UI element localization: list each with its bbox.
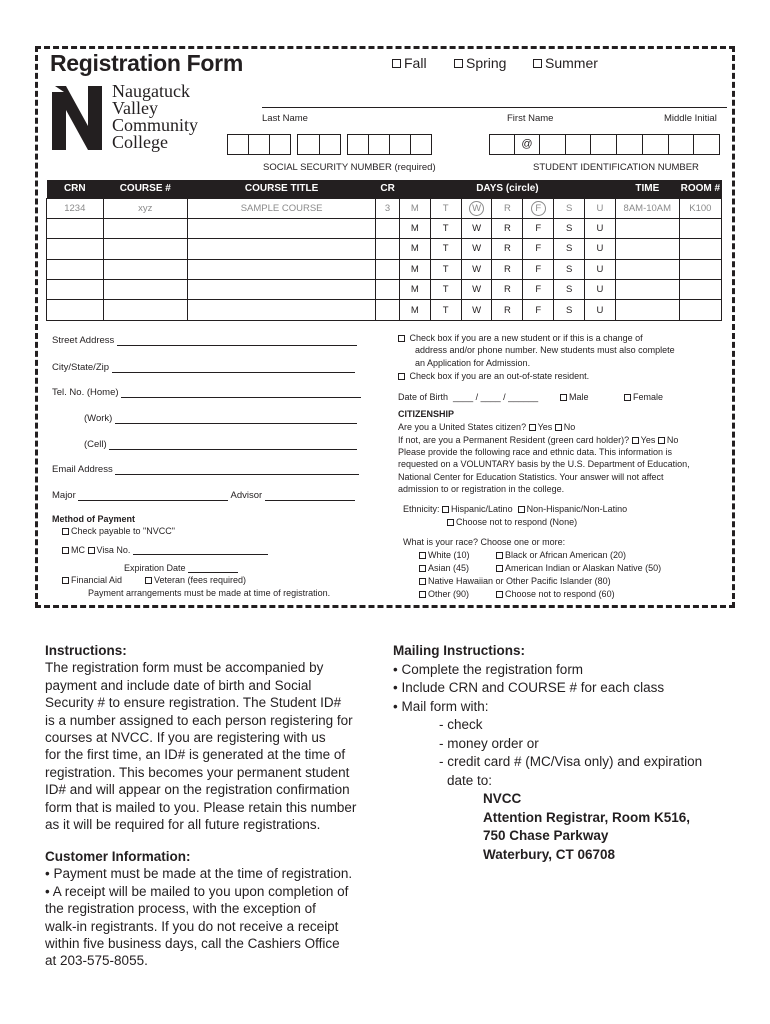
instructions-section: Instructions: The registration form must be accompanied by payment and include date of birth and Social Security # to ensure registration. The Student ID# is a number assigned to each person registering for courses at NVCC. If you are registering with us for the first time, an ID# is generated at the time of registration. This becomes your permanent student ID# and will appear on the registration confirmation form that is mailed to you. Please retain this number as it will be required for all future registrations. [45, 642, 380, 833]
date-of-birth-field[interactable]: Date of Birth ____ / ____ / ______ [398, 392, 539, 402]
checkbox-icon[interactable] [392, 59, 401, 68]
name-field-line[interactable] [262, 107, 727, 108]
mailing-section: Mailing Instructions: • Complete the registration form • Include CRN and COURSE # for each class • Mail form with: - check - money order or - credit card # (MC/Visa only) and expiration date to: NVCC Attention Registrar, Room K516, 750 Chase Parkway Waterbury, CT 06708 [393, 642, 733, 864]
race-american-indian[interactable]: American Indian or Alaskan Native (50) [496, 562, 661, 574]
ssn-field-1[interactable] [227, 134, 291, 155]
first-name-label: First Name [507, 113, 554, 124]
checkbox-icon [624, 394, 631, 401]
mailing-title: Mailing Instructions: [393, 643, 526, 658]
circled-day-w: W [469, 201, 484, 216]
checkbox-icon [658, 437, 665, 444]
middle-initial-label: Middle Initial [664, 113, 717, 124]
checkbox-icon [496, 552, 503, 559]
table-row[interactable]: M T W R F S U [47, 259, 722, 279]
city-state-zip-field[interactable]: City/State/Zip [52, 362, 355, 373]
checkbox-icon [398, 335, 405, 342]
veteran-option[interactable]: Veteran (fees required) [145, 575, 246, 585]
race-white[interactable]: White (10) [419, 549, 470, 561]
race-ethnic-note: Please provide the following race and ethnic data. This information is requested on a VOLUNTARY basis by the U.S. Department of Education, National Center for Education Statistics. Your answer will not affect admission to or registration in the college. [398, 447, 690, 495]
permanent-resident-question[interactable]: If not, are you a Permanent Resident (green card holder)? Yes No [398, 435, 679, 445]
customer-info-title: Customer Information: [45, 849, 191, 864]
citizenship-title: CITIZENSHIP [398, 409, 455, 419]
course-table [46, 180, 722, 321]
circled-day-f: F [531, 201, 546, 216]
street-address-field[interactable]: Street Address [52, 335, 357, 346]
checkbox-icon [145, 577, 152, 584]
checkbox-icon [62, 547, 69, 554]
race-asian[interactable]: Asian (45) [419, 562, 469, 574]
checkbox-icon[interactable] [454, 59, 463, 68]
mailing-address: NVCC Attention Registrar, Room K516, 750 Chase Parkway Waterbury, CT 06708 [483, 791, 691, 862]
checkbox-icon [447, 519, 454, 526]
card-payment-option[interactable]: MC Visa No. [62, 545, 268, 555]
term-summer[interactable]: Summer [533, 55, 598, 71]
race-hawaiian[interactable]: Native Hawaiian or Other Pacific Islander (80) [419, 575, 611, 587]
checkbox-icon [419, 552, 426, 559]
payment-title: Method of Payment [52, 514, 136, 524]
work-phone-field[interactable]: (Work) [84, 413, 357, 424]
checkbox-icon [398, 373, 405, 380]
financial-aid-option[interactable]: Financial Aid [62, 575, 122, 585]
major-advisor-field[interactable]: Major Advisor [52, 490, 355, 501]
checkbox-icon [419, 565, 426, 572]
customer-info-section: Customer Information: • Payment must be made at the time of registration. • A receipt will be mailed to you upon completion of the registration process, with the exception of walk-in registrants. If you do not receive a receipt within five business days, call the Cashiers Office at 203-575-8055. [45, 848, 380, 970]
checkbox-icon [442, 506, 449, 513]
new-student-checkbox[interactable]: Check box if you are a new student or if this is a change of address and/or phone number. New students must also complete an Application for Admission. [398, 332, 675, 369]
out-of-state-checkbox[interactable]: Check box if you are an out-of-state resident. [398, 370, 589, 382]
term-fall[interactable]: Fall [392, 55, 427, 71]
checkbox-icon [62, 528, 69, 535]
race-question: What is your race? Choose one or more: [403, 537, 566, 547]
home-phone-field[interactable]: Tel. No. (Home) [52, 387, 361, 398]
race-no-respond[interactable]: Choose not to respond (60) [496, 588, 615, 600]
ssn-label: SOCIAL SECURITY NUMBER (required) [263, 162, 436, 173]
cell-phone-field[interactable]: (Cell) [84, 439, 357, 450]
ssn-field-2[interactable] [297, 134, 341, 155]
sample-row: 1234 xyz SAMPLE COURSE 3 M T W R F S U 8AM-10AM K100 [47, 198, 722, 218]
ethnicity-no-respond[interactable]: Choose not to respond (None) [447, 516, 577, 528]
checkbox-icon [555, 424, 562, 431]
checkbox-icon [529, 424, 536, 431]
college-name: Naugatuck Valley Community College [112, 81, 199, 152]
payment-note: Payment arrangements must be made at time of registration. [88, 588, 331, 598]
checkbox-icon [88, 547, 95, 554]
ssn-field-3[interactable] [347, 134, 432, 155]
checkbox-icon [632, 437, 639, 444]
checkbox-icon [518, 506, 525, 513]
male-checkbox[interactable]: Male [560, 391, 589, 403]
table-header: CRN COURSE # COURSE TITLE CR DAYS (circle) TIME ROOM # [47, 180, 722, 198]
expiration-date-field[interactable]: Expiration Date [124, 563, 238, 573]
citizen-question[interactable]: Are you a United States citizen? Yes No [398, 422, 576, 432]
checkbox-icon [419, 591, 426, 598]
checkbox-icon [560, 394, 567, 401]
last-name-label: Last Name [262, 113, 308, 124]
term-spring[interactable]: Spring [454, 55, 506, 71]
table-row[interactable]: M T W R F S U [47, 300, 722, 320]
college-logo-icon [52, 84, 102, 150]
checkbox-icon [496, 591, 503, 598]
checkbox-icon[interactable] [533, 59, 542, 68]
email-field[interactable]: Email Address [52, 464, 359, 475]
race-black[interactable]: Black or African American (20) [496, 549, 626, 561]
form-title: Registration Form [50, 50, 243, 76]
checkbox-icon [419, 578, 426, 585]
ethnicity-options[interactable]: Ethnicity: Hispanic/Latino Non-Hispanic/Non-Latino [403, 504, 628, 514]
female-checkbox[interactable]: Female [624, 391, 663, 403]
checkbox-icon [62, 577, 69, 584]
race-other[interactable]: Other (90) [419, 588, 469, 600]
table-row[interactable]: M T W R F S U [47, 280, 722, 300]
table-row[interactable]: M T W R F S U [47, 239, 722, 259]
check-payment-option[interactable]: Check payable to "NVCC" [62, 526, 175, 536]
checkbox-icon [496, 565, 503, 572]
table-row[interactable]: M T W R F S U [47, 218, 722, 238]
instructions-title: Instructions: [45, 643, 127, 658]
student-id-label: STUDENT IDENTIFICATION NUMBER [533, 162, 699, 173]
student-id-field[interactable]: @ [489, 134, 720, 155]
